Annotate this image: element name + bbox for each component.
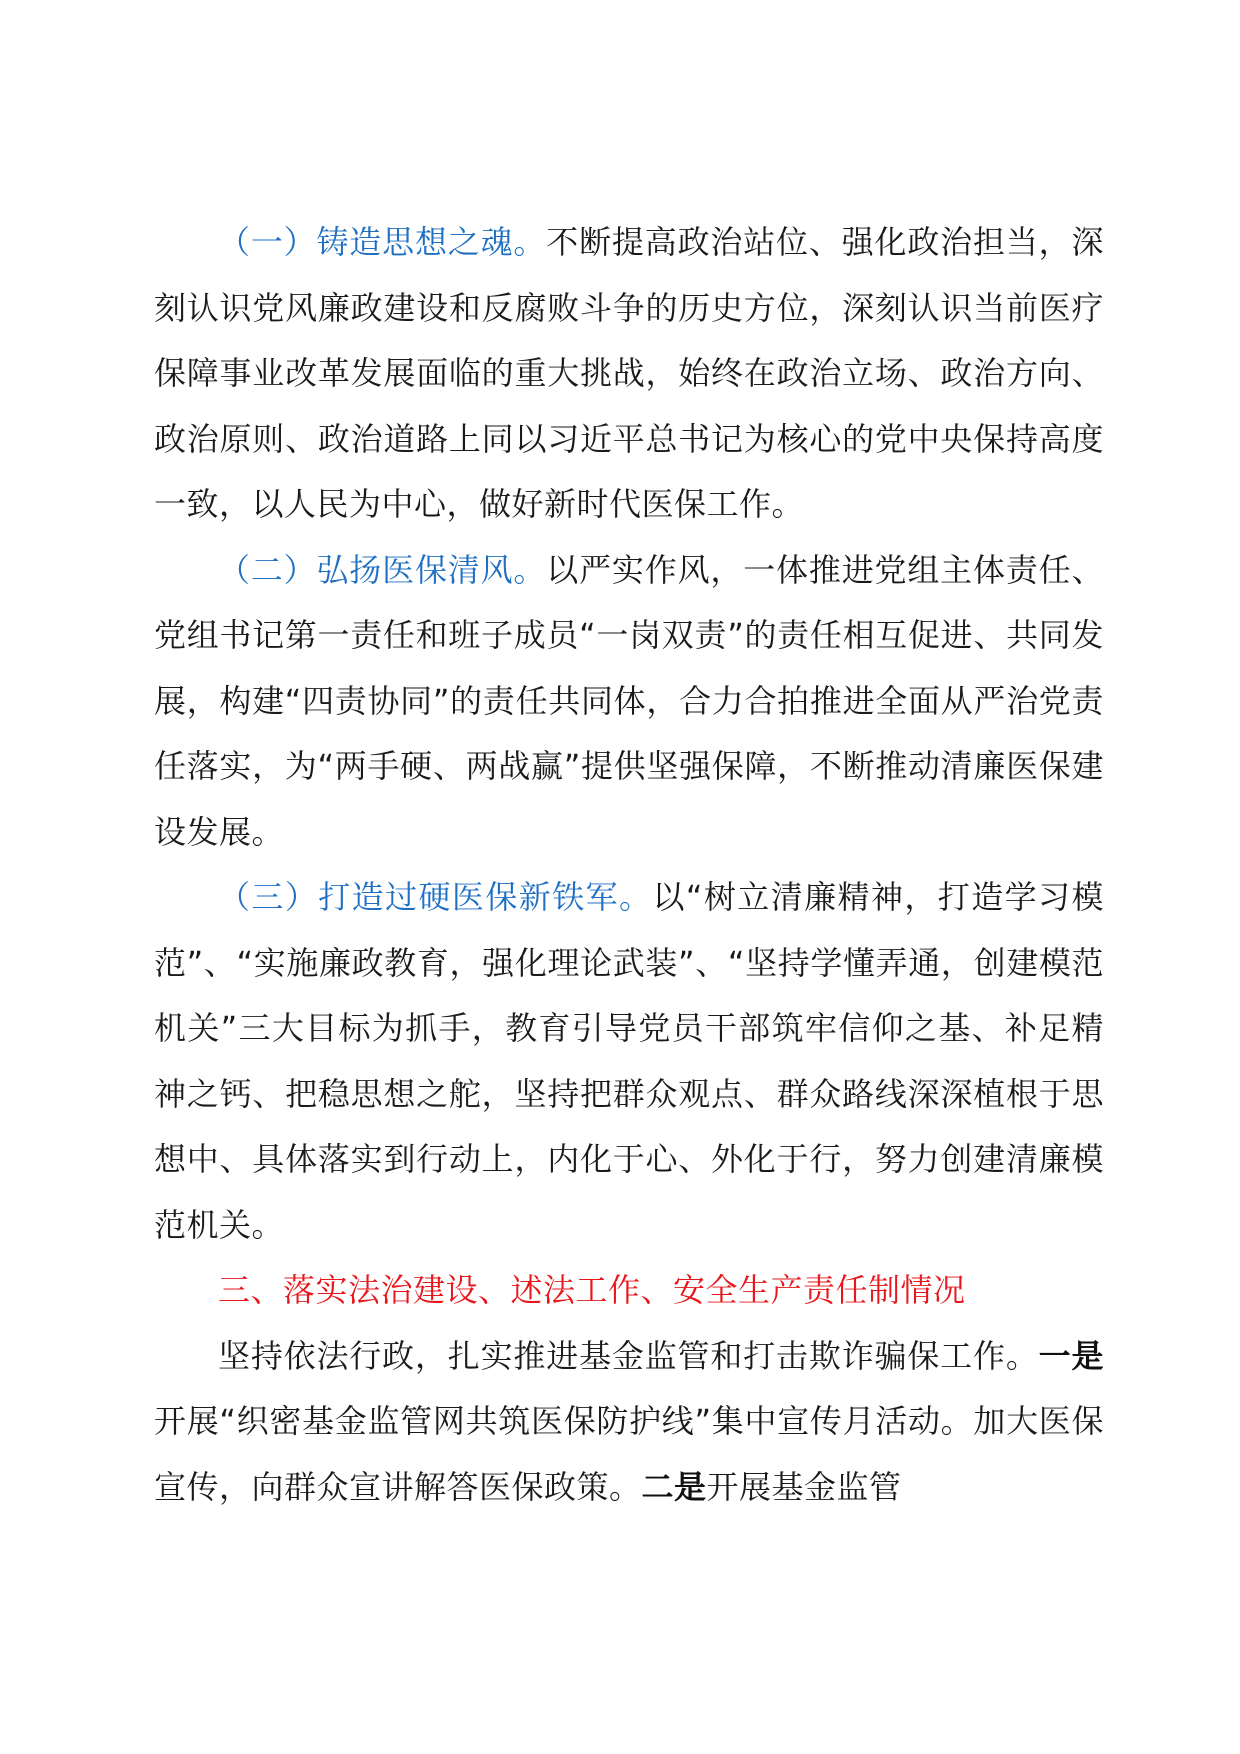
paragraph-4-intro: 坚持依法行政，扎实推进基金监管和打击欺诈骗保工作。 [218,1336,1039,1375]
item-2-label: 二是 [641,1467,707,1506]
item-2-text: 开展基金监管 [706,1467,902,1506]
paragraph-3-body: 以“树立清廉精神，打造学习模范”、“实施廉政教育，强化理论武装”、“坚持学懂弄通，创建模范机关”三大目标为抓手，教育引导党员干部筑牢信仰之基、补足精神之钙、把稳思想之舵，坚持把群众观点、群众路线深深植根于思想中、具体落实到行动上，内化于心、外化于行，努力创建清廉模范机关。 [154,878,1104,1244]
item-1-label: 一是 [1038,1336,1104,1375]
paragraph-1-heading: （一）铸造思想之魂。 [218,223,547,261]
paragraph-2-heading: （二）弘扬医保清风。 [218,550,547,589]
paragraph-4 [154,1324,1104,1521]
paragraph-3 [154,865,1104,1258]
paragraph-2-body: 以严实作风，一体推进党组主体责任、党组书记第一责任和班子成员“一岗双责”的责任相互促进、共同发展，构建“四责协同”的责任共同体，合力合拍推进全面从严治党责任落实，为“两手硬、两战赢”提供坚强保障，不断推动清廉医保建设发展。 [154,550,1104,851]
paragraph-2 [154,538,1104,866]
paragraph-1 [154,210,1104,538]
item-1-text: 开展“织密基金监管网共筑医保防护线”集中宣传月活动。加大医保宣传，向群众宣讲解答医保政策。 [154,1402,1104,1506]
paragraph-1-body: 不断提高政治站位、强化政治担当，深刻认识党风廉政建设和反腐败斗争的历史方位，深刻认识当前医疗保障事业改革发展面临的重大挑战，始终在政治立场、政治方向、政治原则、政治道路上同以习近平总书记为核心的党中央保持高度一致，以人民为中心，做好新时代医保工作。 [154,223,1104,523]
section-heading: 三、落实法治建设、述法工作、安全生产责任制情况 [218,1271,966,1309]
document-page [154,210,1104,1520]
paragraph-3-heading: （三）打造过硬医保新铁军。 [218,878,653,916]
